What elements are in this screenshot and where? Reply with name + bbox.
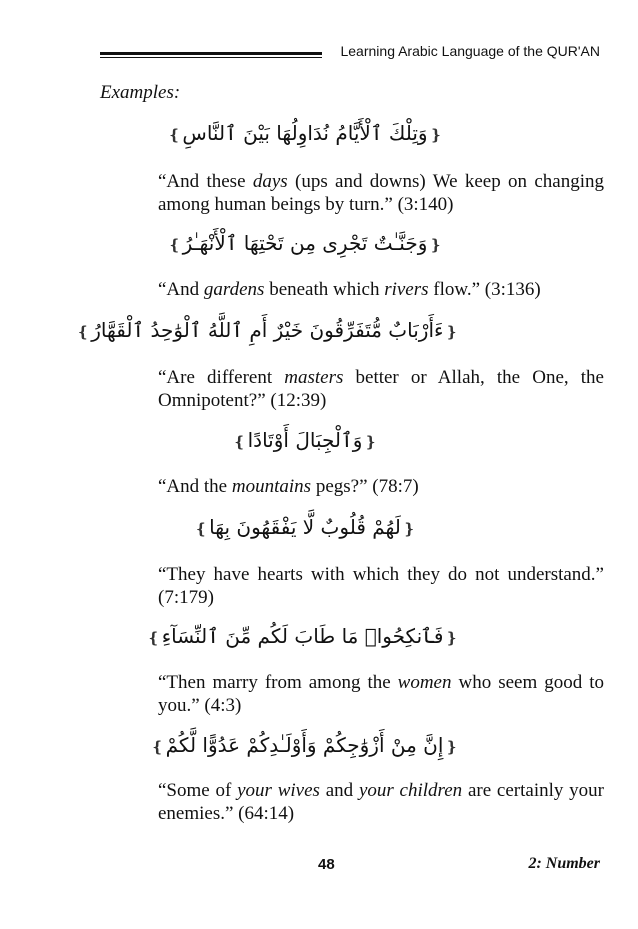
ornament-bracket-icon: ❴	[445, 323, 458, 341]
ornament-bracket-icon: ❴	[429, 126, 443, 144]
arabic-verse-text: ءَأَرْبَابٌ مُّتَفَرِّقُونَ خَيْرٌ أَمِ ٱللَّهُ ٱلْوَٰحِدُ ٱلْقَهَّارُ	[91, 318, 444, 342]
arabic-verse-text: إِنَّ مِنْ أَزْوَٰجِكُمْ وَأَوْلَـٰدِكُمْ عَدُوًّا لَّكُمْ	[165, 733, 444, 757]
ornament-bracket-icon: ❵	[194, 520, 208, 538]
arabic-verse	[150, 228, 460, 260]
arabic-verse	[147, 621, 460, 653]
arabic-verse	[150, 512, 460, 544]
arabic-verse-text: وَٱلْجِبَالَ أَوْتَادًا	[247, 428, 363, 452]
ornament-bracket-icon: ❵	[233, 433, 246, 451]
arabic-verse	[150, 118, 460, 150]
translation: “Are different masters better or Allah, the One, the Omnipotent?” (12:39)	[158, 367, 604, 411]
page-number: 48	[318, 856, 335, 873]
emphasized-word: masters	[284, 367, 344, 388]
emphasized-word: women	[397, 672, 452, 693]
chapter-footer: 2: Number	[528, 855, 600, 872]
arabic-verse	[150, 730, 460, 762]
arabic-verse-text: فَٱنكِحُوا۟ مَا طَابَ لَكُم مِّنَ ٱلنِّسَآءِ	[161, 624, 444, 648]
translation: “And these days (ups and downs) We keep on changing among human beings by turn.” (3:140)	[158, 171, 605, 215]
emphasized-word: days	[252, 171, 288, 192]
translation: “Then marry from among the women who seem good to you.” (4:3)	[158, 672, 604, 716]
ornament-bracket-icon: ❵	[167, 126, 181, 144]
translation: “And gardens beneath which rivers flow.” (3:136)	[158, 279, 541, 300]
ornament-bracket-icon: ❴	[445, 629, 458, 647]
emphasized-word: your wives	[237, 780, 320, 801]
arabic-verse	[150, 425, 460, 457]
header-rule	[100, 52, 322, 55]
ornament-bracket-icon: ❴	[445, 738, 458, 756]
emphasized-word: your children	[358, 780, 463, 801]
emphasized-word: mountains	[231, 476, 312, 497]
arabic-verse	[76, 315, 460, 347]
translation: “And the mountains pegs?” (78:7)	[158, 476, 419, 497]
ornament-bracket-icon: ❵	[168, 236, 181, 254]
translation: “They have hearts with which they do not understand.” (7:179)	[158, 564, 604, 608]
arabic-verse-text: وَجَنَّـٰتٌ تَجْرِى مِن تَحْتِهَا ٱلْأَنْهَـٰرُ	[182, 231, 428, 255]
ornament-bracket-icon: ❴	[429, 236, 442, 254]
ornament-bracket-icon: ❵	[147, 629, 160, 647]
translation: “Some of your wives and your children are certainly your enemies.” (64:14)	[158, 780, 604, 824]
section-heading: Examples:	[100, 82, 181, 103]
ornament-bracket-icon: ❵	[76, 323, 90, 341]
ornament-bracket-icon: ❵	[151, 738, 164, 756]
emphasized-word: rivers	[384, 279, 429, 300]
ornament-bracket-icon: ❴	[402, 520, 416, 538]
header-rule-thin	[100, 57, 322, 58]
arabic-verse-text: لَهُمْ قُلُوبٌ لَّا يَفْقَهُونَ بِهَا	[209, 515, 401, 539]
emphasized-word: gardens	[203, 279, 265, 300]
ornament-bracket-icon: ❴	[364, 433, 377, 451]
arabic-verse-text: وَتِلْكَ ٱلْأَيَّامُ نُدَاوِلُهَا بَيْنَ ٱلنَّاسِ	[182, 121, 428, 145]
running-header: Learning Arabic Language of the QUR'AN	[340, 43, 600, 59]
